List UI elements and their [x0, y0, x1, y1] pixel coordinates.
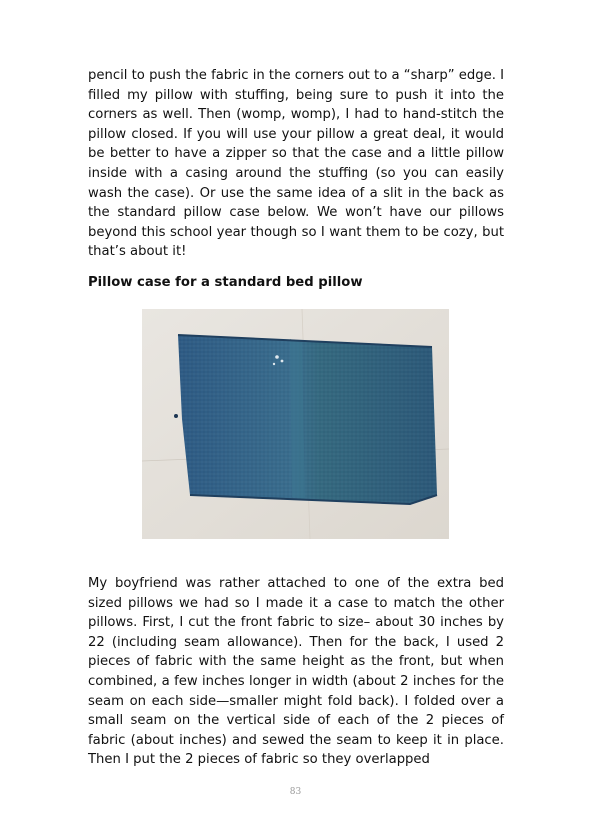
body-paragraph: pencil to push the fabric in the corners out to a “sharp” edge. I filled my pillow with stuffing, being sure to push it into the corners as well. Then (womp, womp), I had to hand-stitch the pillow closed. If you will use your pillow a great deal, it would be better to have a zipper so that the case and a little pillow inside with a casing around the stuffing (so you can easily wash the case). Or use the same idea of a slit in the back as the standard pillow case below. We won’t have our pillows beyond this school year though so I want them to be cozy, but that’s about it! [88, 68, 504, 260]
pillow-case-photo [142, 309, 449, 539]
body-paragraph: My boyfriend was rather attached to one of the extra bed sized pillows we had so I made it a case to match the other pillows. First, I cut the front fabric to size– about 30 inches by 22 (including seam allowance). Then for the back, I used 2 pieces of fabric with the same height as the front, but when combined, a few inches longer in width (about 2 inches for the seam on each side—smaller might fold back). I folded over a small seam on the vertical side of each of the 2 pieces of fabric (about inches) and sewed the seam to keep it in place. Then I put the 2 pieces of fabric so they overlapped [88, 576, 504, 768]
section-heading: Pillow case for a standard bed pillow [88, 275, 363, 290]
page-number: 83 [289, 787, 302, 797]
